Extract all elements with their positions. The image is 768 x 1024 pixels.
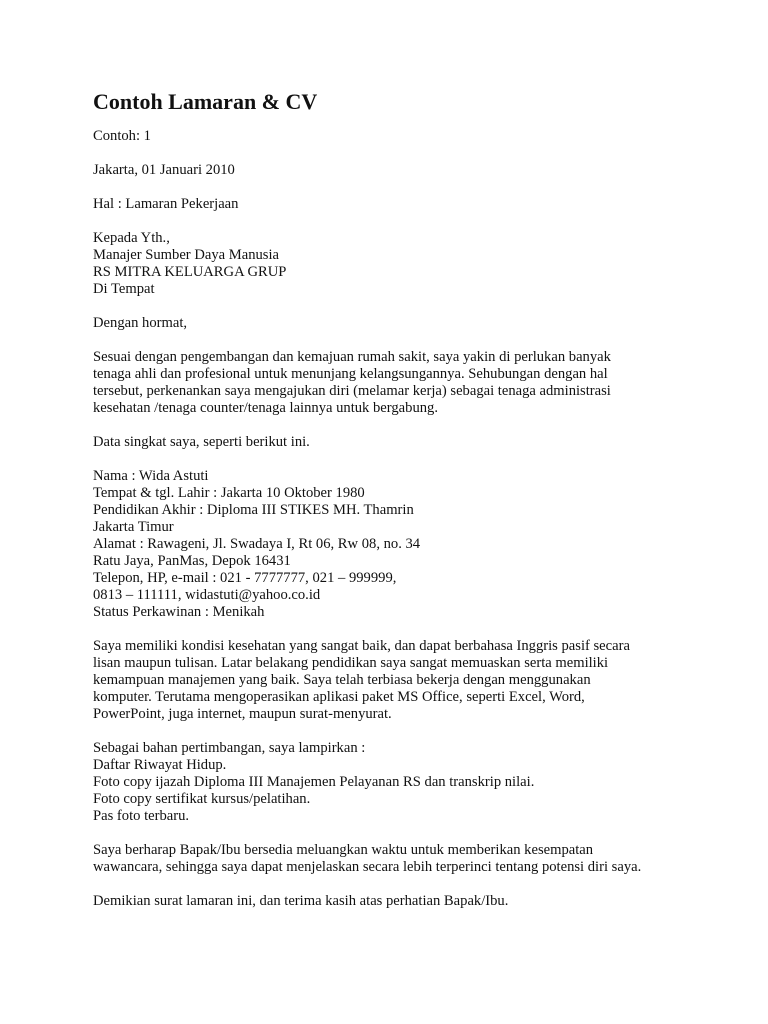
- attachment-item: Pas foto terbaru.: [93, 808, 190, 824]
- personal-data-line: Nama : Wida Astuti: [93, 468, 209, 484]
- data-intro: Data singkat saya, seperti berikut ini.: [93, 434, 310, 450]
- subject-line: Hal : Lamaran Pekerjaan: [93, 196, 239, 212]
- subject-block: [93, 196, 693, 213]
- closing-line: Demikian surat lamaran ini, dan terima kasih atas perhatian Bapak/Ibu.: [93, 893, 509, 909]
- personal-data-block: [93, 468, 693, 621]
- personal-data-line: Alamat : Rawageni, Jl. Swadaya I, Rt 06, Rw 08, no. 34: [93, 536, 421, 552]
- attachments-block: [93, 740, 693, 825]
- personal-data-line: Tempat & tgl. Lahir : Jakarta 10 Oktober 1980: [93, 485, 365, 501]
- paragraph-line: tersebut, perkenankan saya mengajukan diri (melamar kerja) sebagai tenaga administrasi: [93, 383, 611, 399]
- paragraph-line: komputer. Terutama mengoperasikan aplikasi paket MS Office, seperti Excel, Word,: [93, 689, 585, 705]
- hope-paragraph: [93, 842, 693, 876]
- attachment-item: Foto copy ijazah Diploma III Manajemen Pelayanan RS dan transkrip nilai.: [93, 774, 535, 790]
- paragraph-line: Saya berharap Bapak/Ibu bersedia meluangkan waktu untuk memberikan kesempatan: [93, 842, 594, 858]
- paragraph-line: tenaga ahli dan profesional untuk menunjang kelangsungannya. Sehubungan dengan hal: [93, 366, 608, 382]
- personal-data-line: Pendidikan Akhir : Diploma III STIKES MH. Thamrin: [93, 502, 414, 518]
- paragraph-line: wawancara, sehingga saya dapat menjelaskan secara lebih terperinci tentang potensi diri saya.: [93, 859, 642, 875]
- paragraph-line: Saya memiliki kondisi kesehatan yang sangat baik, dan dapat berbahasa Inggris pasif secara: [93, 638, 630, 654]
- attachment-item: Daftar Riwayat Hidup.: [93, 757, 227, 773]
- recipient-line: Kepada Yth.,: [93, 230, 170, 246]
- personal-data-line: 0813 – 111111, widastuti@yahoo.co.id: [93, 587, 321, 603]
- paragraph-line: Sesuai dengan pengembangan dan kemajuan rumah sakit, saya yakin di perlukan banyak: [93, 349, 611, 365]
- attachment-item: Foto copy sertifikat kursus/pelatihan.: [93, 791, 311, 807]
- personal-data-line: Ratu Jaya, PanMas, Depok 16431: [93, 553, 291, 569]
- place-date-block: [93, 162, 693, 179]
- personal-data-line: Status Perkawinan : Menikah: [93, 604, 265, 620]
- data-intro-block: [93, 434, 693, 451]
- document-title: Contoh Lamaran & CV: [93, 89, 318, 114]
- example-number: Contoh: 1: [93, 128, 151, 144]
- closing-block: [93, 893, 693, 910]
- recipient-block: [93, 230, 693, 298]
- personal-data-line: Jakarta Timur: [93, 519, 174, 535]
- intro-paragraph: [93, 349, 693, 417]
- place-date: Jakarta, 01 Januari 2010: [93, 162, 235, 178]
- skills-paragraph: [93, 638, 693, 723]
- paragraph-line: PowerPoint, juga internet, maupun surat-menyurat.: [93, 706, 392, 722]
- example-number-block: [93, 128, 693, 145]
- greeting-block: [93, 315, 693, 332]
- paragraph-line: kemampuan manajemen yang baik. Saya telah terbiasa bekerja dengan menggunakan: [93, 672, 591, 688]
- letter-page: [93, 89, 693, 927]
- recipient-line: RS MITRA KELUARGA GRUP: [93, 264, 287, 280]
- paragraph-line: kesehatan /tenaga counter/tenaga lainnya untuk bergabung.: [93, 400, 438, 416]
- personal-data-line: Telepon, HP, e-mail : 021 - 7777777, 021 – 999999,: [93, 570, 397, 586]
- attachments-intro: Sebagai bahan pertimbangan, saya lampirkan :: [93, 740, 366, 756]
- recipient-line: Di Tempat: [93, 281, 155, 297]
- recipient-line: Manajer Sumber Daya Manusia: [93, 247, 280, 263]
- paragraph-line: lisan maupun tulisan. Latar belakang pendidikan saya sangat memuaskan serta memiliki: [93, 655, 609, 671]
- greeting: Dengan hormat,: [93, 315, 188, 331]
